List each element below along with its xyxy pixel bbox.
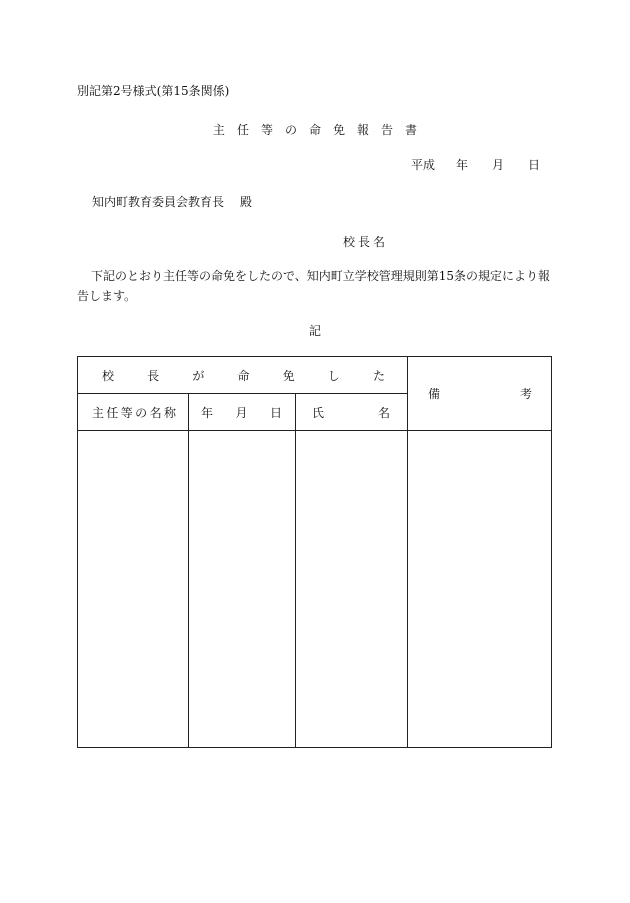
- col-person-char: 氏: [312, 405, 325, 420]
- date-day: 日: [528, 158, 541, 172]
- entry-cell-date[interactable]: [189, 431, 295, 747]
- col-name-char: 等: [120, 405, 133, 420]
- date-line: [411, 156, 540, 173]
- addressee-name: 知内町教育委員会教育長: [92, 195, 225, 209]
- document-title: [0, 121, 630, 138]
- title-char: 主: [212, 123, 225, 137]
- title-char: 任: [236, 123, 249, 137]
- col-date-char: 日: [269, 405, 282, 420]
- col-name-char: 名: [149, 405, 162, 420]
- ki-heading: 記: [308, 324, 321, 338]
- report-table: [77, 356, 552, 748]
- col-name-char: 任: [106, 405, 119, 420]
- group-header-char: 校: [102, 368, 115, 383]
- col-header-person-name: [312, 394, 390, 430]
- col-name-char: の: [135, 405, 148, 420]
- date-year: 年: [456, 158, 469, 172]
- title-char: 書: [405, 123, 418, 137]
- col-name-char: 称: [163, 405, 176, 420]
- col-header-date: [201, 394, 282, 430]
- addressee-honorific: 殿: [240, 195, 253, 209]
- addressee: [92, 193, 252, 210]
- entry-cell-position-name[interactable]: [79, 431, 188, 747]
- col-person-char: 名: [377, 405, 390, 420]
- title-char: 報: [357, 123, 370, 137]
- remarks-header-cell: [428, 357, 532, 430]
- date-month: 月: [492, 158, 505, 172]
- group-header-char: 命: [237, 368, 250, 383]
- title-char: 告: [381, 123, 394, 137]
- group-header-cell: [102, 357, 385, 393]
- date-era: 平成: [411, 158, 436, 172]
- title-char: の: [284, 123, 297, 137]
- body-paragraph: 下記のとおり主任等の命免をしたので、知内町立学校管理規則第15条の規定により報告します。: [77, 269, 551, 303]
- entry-cell-remarks[interactable]: [408, 431, 551, 747]
- col-date-char: 月: [235, 405, 248, 420]
- group-header-char: 免: [282, 368, 295, 383]
- principal-char: 名: [373, 235, 386, 249]
- principal-char: 校: [343, 235, 356, 249]
- form-number-label: 別記第2号様式(第15条関係): [77, 84, 230, 98]
- group-header-char: が: [192, 368, 205, 383]
- col-name-char: 主: [92, 405, 105, 420]
- col-date-char: 年: [201, 405, 214, 420]
- principal-char: 長: [358, 235, 371, 249]
- group-header-char: た: [372, 368, 385, 383]
- group-header-char: し: [327, 368, 340, 383]
- title-char: 等: [260, 123, 273, 137]
- remarks-char: 備: [428, 387, 441, 401]
- col-header-position-name: [92, 394, 176, 430]
- title-char: 免: [333, 123, 346, 137]
- principal-name-label: [343, 233, 388, 250]
- title-char: 命: [308, 123, 321, 137]
- remarks-char: 考: [519, 387, 532, 401]
- entry-cell-person-name[interactable]: [296, 431, 407, 747]
- group-header-char: 長: [147, 368, 160, 383]
